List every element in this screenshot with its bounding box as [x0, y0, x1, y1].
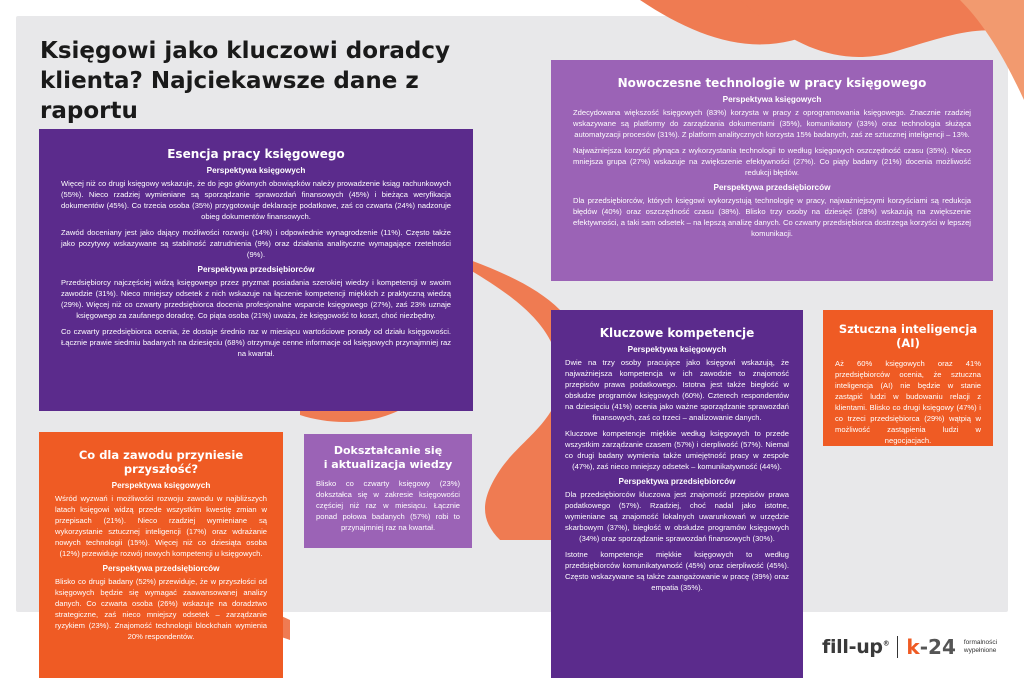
section-kompetencje-sub-przedsiebiorcy: Perspektywa przedsiębiorców: [618, 477, 736, 486]
section-kompetencje-p4: Istotne kompetencje miękkie księgowych to według przedsiębiorców komunikatywność (45%) oraz cierpliwość (45%). Często wskazywane są także zaangażowanie w pracę (39%) oraz empatia (35%).: [565, 550, 789, 592]
section-kompetencje: [551, 310, 803, 678]
logo-separator: [897, 636, 898, 658]
section-kompetencje-sub-ksiegowi: Perspektywa księgowych: [627, 345, 727, 354]
section-technologie-sub-ksiegowi: Perspektywa księgowych: [722, 95, 822, 104]
fillup-logo: [822, 636, 889, 658]
page-title: Księgowi jako kluczowi doradcy klienta? Najciekawsze dane z raportu: [40, 38, 451, 124]
section-technologie-p2: Najważniejsza korzyść płynąca z wykorzystania technologii to według księgowych oszczędność czasu (35%). Nieco mniejsza grupa (27%) wskazuje na zwiększenie efektywności (27%). Co piąty badany (21%) docenia możliwość redukcji błędów.: [573, 146, 971, 177]
section-kompetencje-heading: Kluczowe kompetencje: [599, 326, 755, 340]
section-kompetencje-p2: Kluczowe kompetencje miękkie według księgowych to przede wszystkim zarządzanie czasem (57%) i cierpliwość (57%). Niemal co drugi badany wymienia także umiejętność pracy w zespole (47%), zaś nieco mniejszy odsetek – komunikatywność (44%).: [565, 429, 789, 471]
section-dokszt-p1: Blisko co czwarty księgowy (23%) dokształca się w zakresie księgowości częściej niż raz w miesiącu. Łącznie ponad połowa badanych (57%) robi to przynajmniej raz na kwartał.: [316, 479, 460, 532]
k24-tagline: [964, 639, 997, 655]
k24-logo: [906, 635, 955, 659]
section-przyszlosc-p2: Blisko co drugi badany (52%) przewiduje, że w przyszłości od księgowych będzie się wymagać zaawansowanej analizy danych. Co czwarta osoba (26%) wskazuje na doradztwo strategiczne, zaś nieco mniejszy odsetek – zarządzanie ryzykiem (23%). Znajomość technologii blockchain wymienia 20% respondentów.: [55, 577, 267, 641]
section-technologie-sub-przedsiebiorcy: Perspektywa przedsiębiorców: [713, 183, 831, 192]
k24-tagline-1: formalności: [963, 639, 998, 646]
section-przyszlosc-sub-ksiegowi: Perspektywa księgowych: [111, 481, 211, 490]
k24-logo-k: k: [906, 635, 920, 659]
section-esencja-sub-przedsiebiorcy: Perspektywa przedsiębiorców: [197, 265, 315, 274]
section-esencja-sub-ksiegowi: Perspektywa księgowych: [206, 166, 306, 175]
section-esencja: [39, 129, 473, 411]
logos: [822, 632, 997, 662]
section-esencja-p1: Więcej niż co drugi księgowy wskazuje, że do jego głównych obowiązków należy prowadzenie ksiąg rachunkowych (55%). Nieco rzadziej wymieniane są sporządzanie sprawozdań finansowych (45%) i bieżąca weryfikacja dokumentów (45%). Co trzecia osoba (35%) przygotowuje deklaracje podatkowe, zaś co czwarta (24%) nadzoruje obieg dokumentów finansowych.: [61, 179, 451, 221]
section-ai-heading: Sztuczna inteligencja (AI): [838, 322, 978, 350]
section-przyszlosc-sub-przedsiebiorcy: Perspektywa przedsiębiorców: [102, 564, 220, 573]
section-dokszt: [304, 434, 472, 548]
section-esencja-p2: Zawód doceniany jest jako dający możliwości rozwoju (14%) i odpowiednie wynagrodzenie (11%). Często także jako pozytywy wskazywane są stabilność zatrudnienia (9%) oraz działania analityczne wymagające rzetelności (9%).: [61, 228, 451, 259]
section-esencja-heading: Esencja pracy księgowego: [167, 147, 345, 161]
section-technologie-heading: Nowoczesne technologie w pracy księgowego: [617, 76, 927, 90]
k24-logo-rest: -24: [919, 635, 956, 659]
section-technologie: [551, 60, 993, 281]
fillup-logo-text: fill-up: [822, 636, 883, 658]
section-technologie-p1: Zdecydowana większość księgowych (83%) korzysta w pracy z oprogramowania księgowego. Znacznie rzadziej wskazywane są platformy do zarządzania dokumentami (35%), komunikatory (33%) oraz technologia służąca automatyzacji procesów (31%). Z platform analitycznych korzysta 15% badanych, zaś ze sztucznej inteligencji – 13%.: [573, 108, 971, 139]
section-ai-p1: Aż 60% księgowych oraz 41% przedsiębiorców ocenia, że sztuczna inteligencja (AI) nie będzie w stanie zastąpić ludzi w budowaniu relacji z klientami. Blisko co drugi księgowy (47%) i co trzeci przedsiębiorca (29%) wątpią w możliwość zastąpienia ludzi w negocjacjach.: [835, 359, 981, 445]
section-esencja-p3: Przedsiębiorcy najczęściej widzą księgowego przez pryzmat posiadania szerokiej wiedzy i kompetencji w swoim zawodzie (31%). Nieco mniejszy odsetek z nich wskazuje na łączenie kompetencji miękkich z praktyczną wiedzą (29%). Więcej niż co czwarty przedsiębiorca docenia profesjonalne wsparcie księgowego (27%), zaś 23% uznaje księgowego za zaufanego doradcę. Co piąta osoba (21%) uważa, że księgowość to koszt, choć niezbędny.: [61, 278, 451, 320]
section-esencja-p4: Co czwarty przedsiębiorca ocenia, że dostaje średnio raz w miesiącu wartościowe porady od działu księgowości. Łącznie prawie siedmiu badanych na dziesięciu (68%) otrzymuje cenne informacje od księgowych przynajmniej raz na kwartał.: [61, 327, 451, 358]
section-dokszt-heading-1: Dokształcanie się: [333, 444, 443, 457]
section-technologie-p3: Dla przedsiębiorców, których księgowi wykorzystują technologię w pracy, najważniejszymi korzyściami są redukcja błędów (40%) oraz oszczędność czasu (38%). Blisko trzy osoby na dziesięć (28%) wskazują na zwiększenie efektywności, a taki sam odsetek – na lepszą analizę danych. Co czwarty przedsiębiorca dostrzega korzyści w lepszej komunikacji.: [573, 196, 971, 238]
section-dokszt-heading-2: i aktualizacja wiedzy: [323, 458, 453, 471]
section-kompetencje-p1: Dwie na trzy osoby pracujące jako księgowi wskazują, że najważniejsza kompetencja w ich zawodzie to znajomość przepisów prawa podatkowego. Istotna jest także biegłość w obsłudze programów księgowych (60%). Czterech respondentów na dziesięciu (41%) ocenia jako ważne sporządzanie sprawozdań finansowych, zaś co trzeci – analizowanie danych.: [565, 358, 789, 422]
fillup-logo-reg: ®: [882, 639, 890, 648]
section-przyszlosc-heading: Co dla zawodu przyniesie przyszłość?: [78, 448, 244, 476]
section-przyszlosc: [39, 432, 283, 678]
k24-tagline-2: wypełnione: [963, 647, 997, 654]
section-ai: [823, 310, 993, 446]
section-przyszlosc-p1: Wśród wyzwań i możliwości rozwoju zawodu w najbliższych latach księgowi widzą przede wszystkim kwestię zmian w przepisach (21%). Nieco rzadziej wymieniane są wykorzystanie sztucznej inteligencji (17%) oraz wdrażanie nowych technologii (15%). Więcej niż co dziesiąta osoba (12%) przewiduje rozwój nowych kompetencji u księgowych.: [55, 494, 267, 558]
section-kompetencje-p3: Dla przedsiębiorców kluczowa jest znajomość przepisów prawa podatkowego (57%). Rzadziej, choć nadal jako istotne, wymieniane są znajomość lokalnych uwarunkowań w urzędzie skarbowym (37%), biegłość w obsłudze programów księgowych (34%) oraz sporządzanie sprawozdań finansowych (30%).: [565, 490, 789, 543]
